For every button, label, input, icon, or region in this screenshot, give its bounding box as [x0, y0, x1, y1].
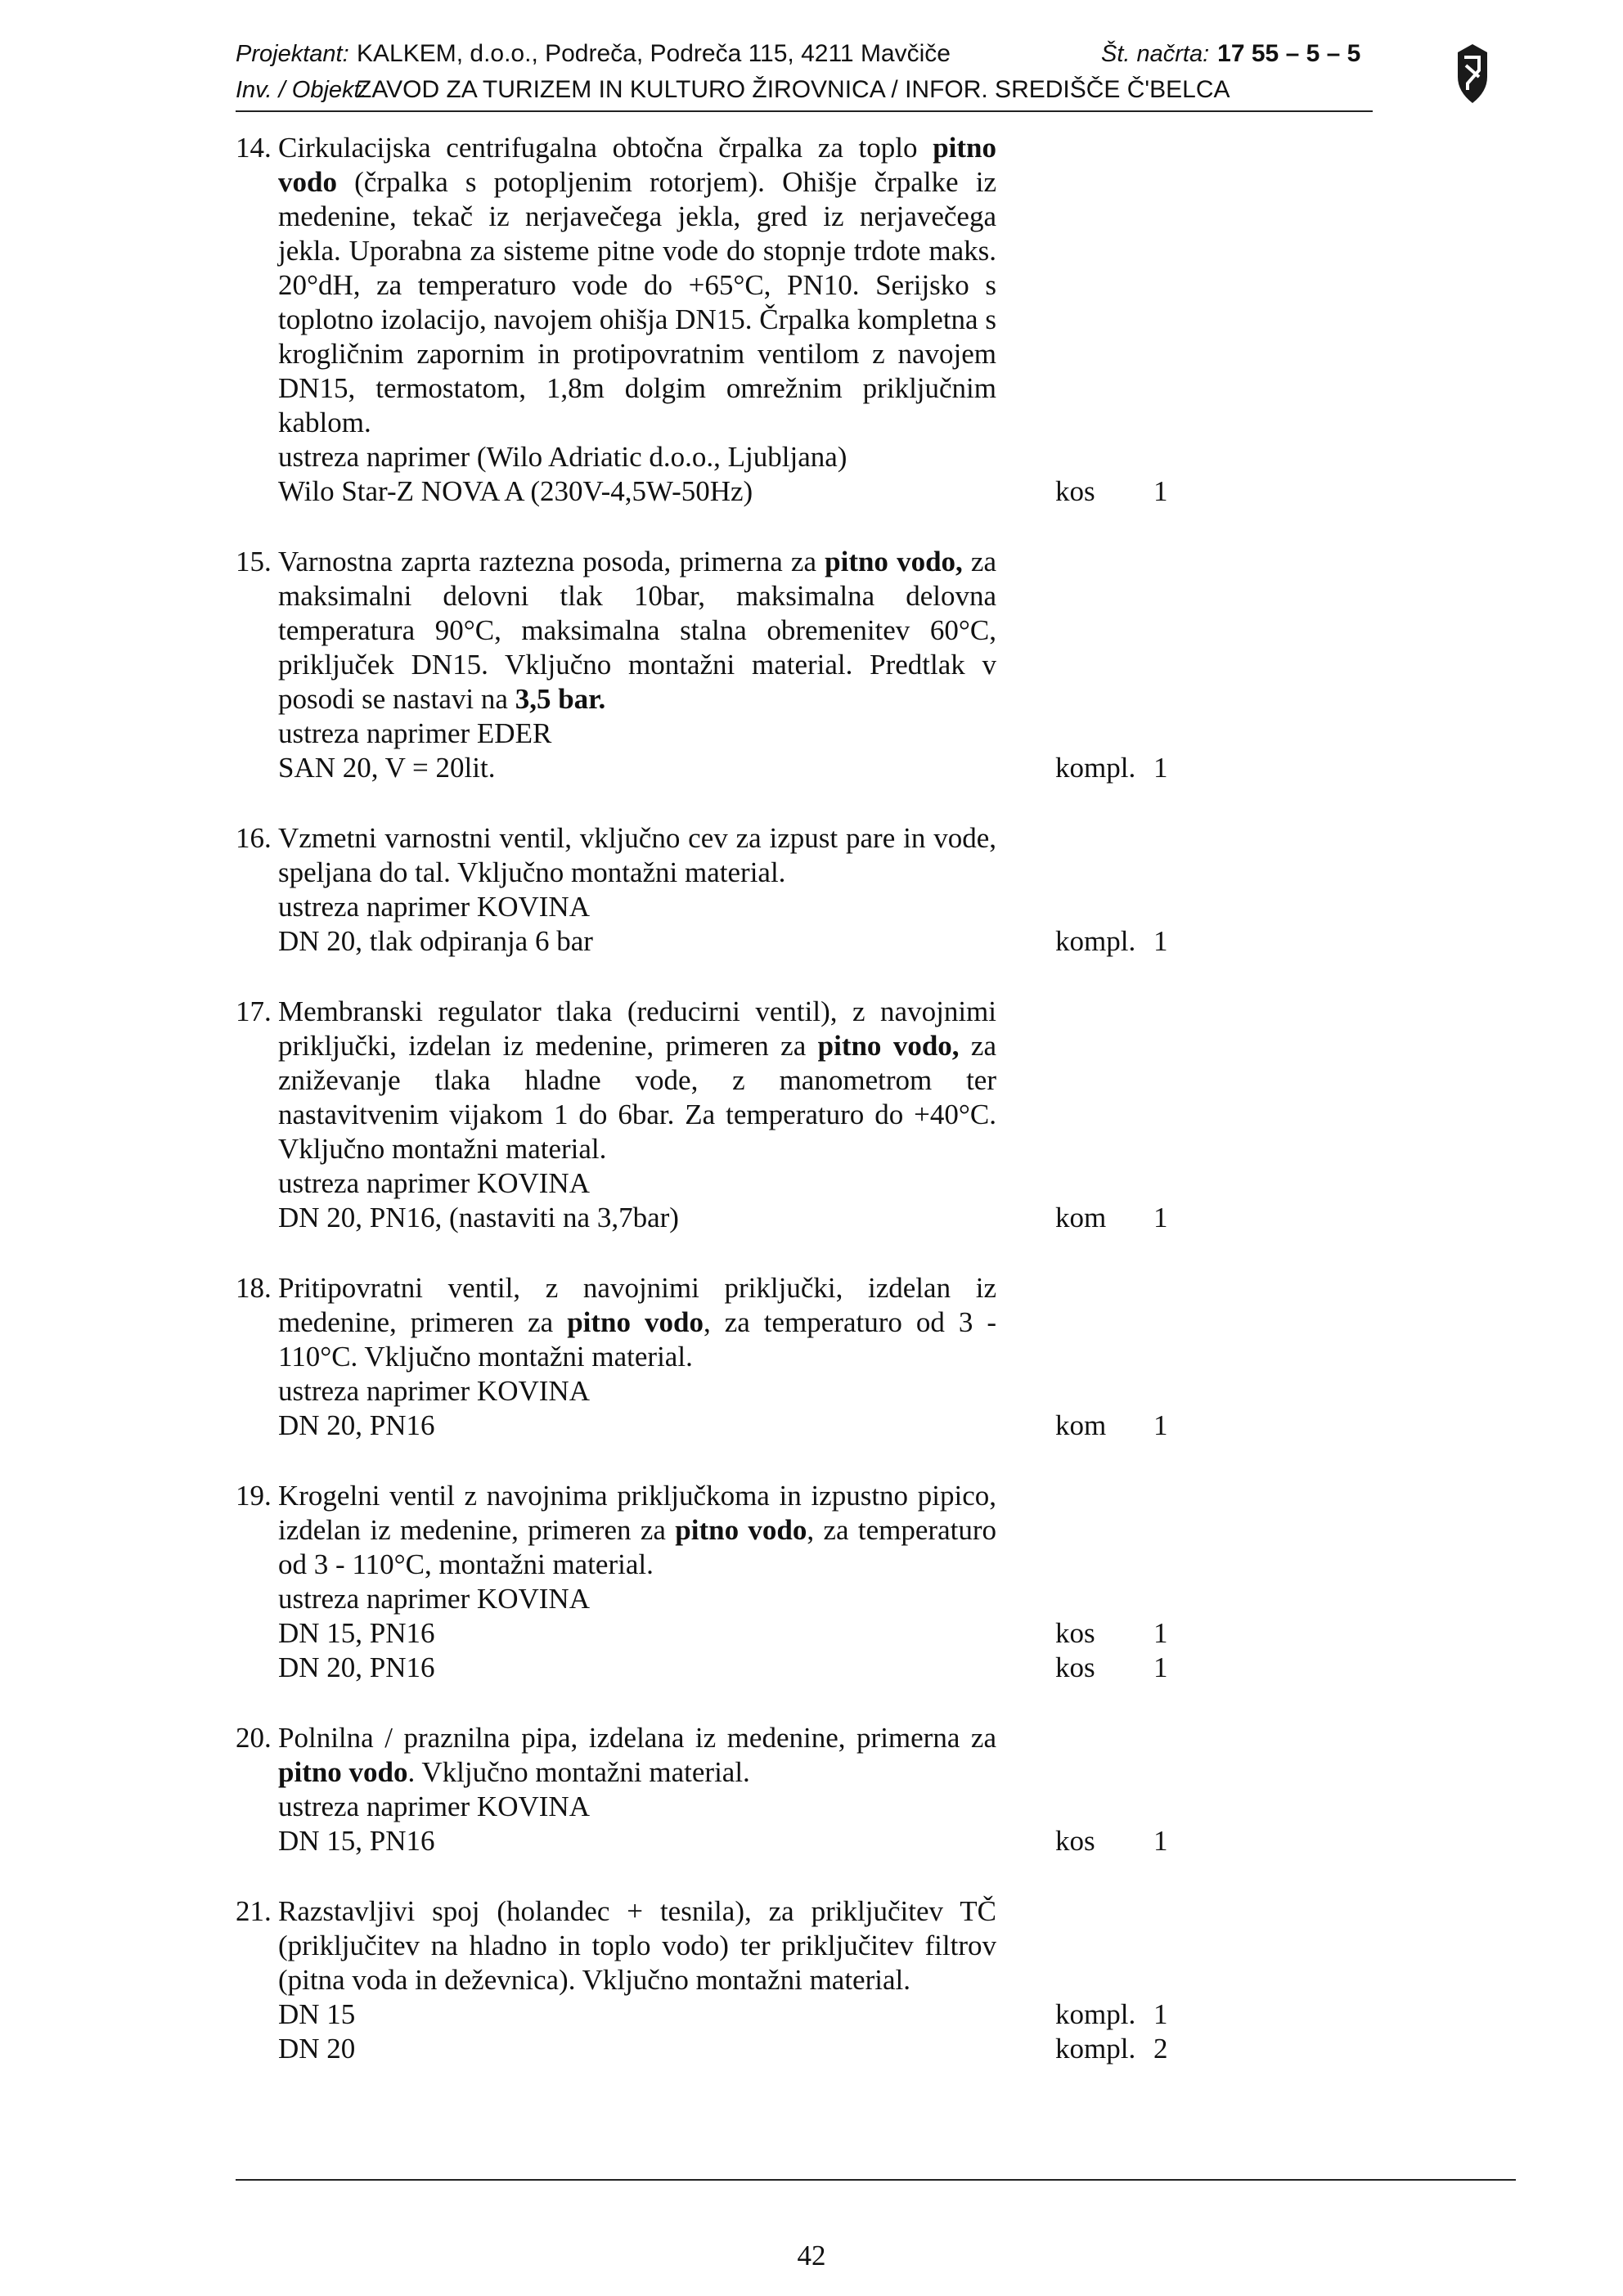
header-row-object: [236, 72, 1373, 108]
header-divider: [236, 110, 1373, 112]
item-description: Pritipovratni ventil, z navojnimi priključki, izdelan iz medenine, primeren za pitno vodo, za temperaturo od 3 - 110°C. Vključno montažni material.: [278, 1272, 997, 1373]
item-number: 15.: [236, 546, 272, 577]
spec-line-text: ustreza naprimer KOVINA: [278, 1583, 590, 1615]
item-spec-line: [278, 1651, 1168, 1685]
spec-line-text: SAN 20, V = 20lit.: [278, 752, 496, 784]
quantity-value: 1: [1153, 752, 1168, 784]
item-number: 17.: [236, 995, 272, 1027]
item-spec-line: [278, 924, 1168, 959]
item-number: 18.: [236, 1272, 272, 1304]
spec-line-text: DN 15, PN16: [278, 1825, 435, 1857]
spec-line-text: ustreza naprimer EDER: [278, 717, 552, 749]
unit-label: kompl.: [1055, 1998, 1136, 2030]
item-number: 14.: [236, 132, 272, 164]
spec-item: [236, 1479, 1381, 1685]
quantity-value: 1: [1153, 1651, 1168, 1683]
quantity-value: 1: [1153, 475, 1168, 507]
item-number: 16.: [236, 822, 272, 854]
spec-item: [236, 545, 1381, 785]
spec-line-text: DN 20, PN16: [278, 1651, 435, 1683]
drawing-value: 17 55 – 5 – 5: [1217, 40, 1361, 67]
unit-label: kom: [1055, 1202, 1107, 1233]
footer-divider: [236, 2179, 1516, 2181]
object-label: Inv. / Objekt:: [236, 77, 367, 103]
projektant-label: Projektant:: [236, 41, 349, 67]
quantity-value: 1: [1153, 1617, 1168, 1649]
item-spec-line: [278, 1201, 1168, 1235]
item-number: 21.: [236, 1895, 272, 1927]
item-spec-line: [278, 751, 1168, 785]
spec-line-text: ustreza naprimer KOVINA: [278, 1791, 590, 1822]
item-spec-line: [278, 1374, 996, 1409]
spec-item: [236, 821, 1381, 959]
unit-label: kos: [1055, 1617, 1095, 1649]
item-spec-line: [278, 717, 996, 751]
spec-line-text: ustreza naprimer (Wilo Adriatic d.o.o., Ljubljana): [278, 441, 847, 473]
quantity-value: 1: [1153, 925, 1168, 957]
quantity-value: 2: [1153, 2033, 1168, 2065]
quantity-value: 1: [1153, 1825, 1168, 1857]
spec-line-text: DN 20, tlak odpiranja 6 bar: [278, 925, 593, 957]
spec-line-text: Wilo Star-Z NOVA A (230V-4,5W-50Hz): [278, 475, 753, 507]
drawing-label: Št. načrta:: [1101, 41, 1210, 67]
spec-line-text: DN 15, PN16: [278, 1617, 435, 1649]
item-spec-line: [278, 1790, 996, 1824]
item-description: Krogelni ventil z navojnima priključkoma in izpustno pipico, izdelan iz medenine, primeren za pitno vodo, za temperaturo od 3 - 110°C, montažni material.: [278, 1480, 996, 1580]
spec-item: [236, 131, 1381, 509]
item-number: 20.: [236, 1722, 272, 1754]
item-spec-line: [278, 890, 996, 924]
header-row-projektant: [236, 36, 1373, 72]
unit-label: kompl.: [1055, 752, 1136, 784]
spec-line-text: DN 15: [278, 1998, 356, 2030]
spec-item: [236, 1894, 1381, 2066]
spec-line-text: DN 20, PN16: [278, 1409, 435, 1441]
item-spec-line: [278, 440, 996, 474]
spec-item: [236, 1271, 1381, 1443]
spec-line-text: DN 20, PN16, (nastaviti na 3,7bar): [278, 1202, 679, 1233]
item-description: Varnostna zaprta raztezna posoda, primerna za pitno vodo, za maksimalni delovni tlak 10bar, maksimalna delovna temperatura 90°C, maksimalna stalna obremenitev 60°C, priključek DN15. Vključno montažni material. Predtlak v posodi se nastavi na 3,5 bar.: [278, 546, 997, 715]
item-description: Vzmetni varnostni ventil, vključno cev za izpust pare in vode, speljana do tal. Vključno montažni material.: [278, 822, 996, 888]
item-spec-line: [278, 1409, 1168, 1443]
quantity-value: 1: [1153, 1409, 1168, 1441]
unit-label: kos: [1055, 1651, 1095, 1683]
unit-label: kos: [1055, 475, 1095, 507]
spec-line-text: DN 20: [278, 2033, 356, 2065]
item-description: Membranski regulator tlaka (reducirni ventil), z navojnimi priključki, izdelan iz medenine, primeren za pitno vodo, za zniževanje tlaka hladne vode, z manometrom ter nastavitvenim vijakom 1 do 6bar. Za temperaturo do +40°C. Vključno montažni material.: [278, 995, 996, 1165]
unit-label: kompl.: [1055, 2033, 1136, 2065]
item-spec-line: [278, 1166, 996, 1201]
page-number: 42: [797, 2240, 826, 2271]
spec-line-text: ustreza naprimer KOVINA: [278, 1375, 590, 1407]
item-description: Cirkulacijska centrifugalna obtočna črpalka za toplo pitno vodo (črpalka s potopljenim rotorjem). Ohišje črpalke iz medenine, tekač iz nerjavečega jekla, gred iz nerjavečega jekla. Uporabna za sisteme pitne vode do stopnje trdote maks. 20°dH, za temperaturo vode do +65°C, PN10. Serijsko s toplotno izolacijo, navojem ohišja DN15. Črpalka kompletna s krogličnim zapornim in protipovratnim ventilom z navojem DN15, termostatom, 1,8m dolgim omrežnim priključnim kablom.: [278, 132, 996, 438]
item-spec-line: [278, 1997, 1168, 2032]
unit-label: kos: [1055, 1825, 1095, 1857]
item-spec-line: [278, 2032, 1168, 2066]
object-value: ZAVOD ZA TURIZEM IN KULTURO ŽIROVNICA / INFOR. SREDIŠČE Č'BELCA: [357, 76, 1230, 103]
item-spec-line: [278, 1616, 1168, 1651]
item-description: Polnilna / praznilna pipa, izdelana iz medenine, primerna za pitno vodo. Vključno montažni material.: [278, 1722, 996, 1788]
spec-line-text: ustreza naprimer KOVINA: [278, 1167, 590, 1199]
item-number: 19.: [236, 1480, 272, 1512]
page-header: [236, 36, 1373, 108]
spec-line-text: ustreza naprimer KOVINA: [278, 891, 590, 923]
item-description: Razstavljivi spoj (holandec + tesnila), za priključitev TČ (priključitev na hladno in toplo vodo) ter priključitev filtrov (pitna voda in deževnica). Vključno montažni material.: [278, 1895, 996, 1996]
quantity-value: 1: [1153, 1998, 1168, 2030]
drawing-number: [1101, 36, 1360, 72]
projektant-value: KALKEM, d.o.o., Podreča, Podreča 115, 4211 Mavčiče: [357, 40, 951, 67]
item-spec-line: [278, 1824, 1168, 1858]
item-spec-line: [278, 474, 1168, 509]
company-logo: [1454, 41, 1490, 106]
spec-item: [236, 1721, 1381, 1858]
item-spec-line: [278, 1582, 996, 1616]
quantity-value: 1: [1153, 1202, 1168, 1233]
unit-label: kompl.: [1055, 925, 1136, 957]
unit-label: kom: [1055, 1409, 1107, 1441]
spec-item: [236, 995, 1381, 1235]
item-list: [236, 131, 1381, 2102]
